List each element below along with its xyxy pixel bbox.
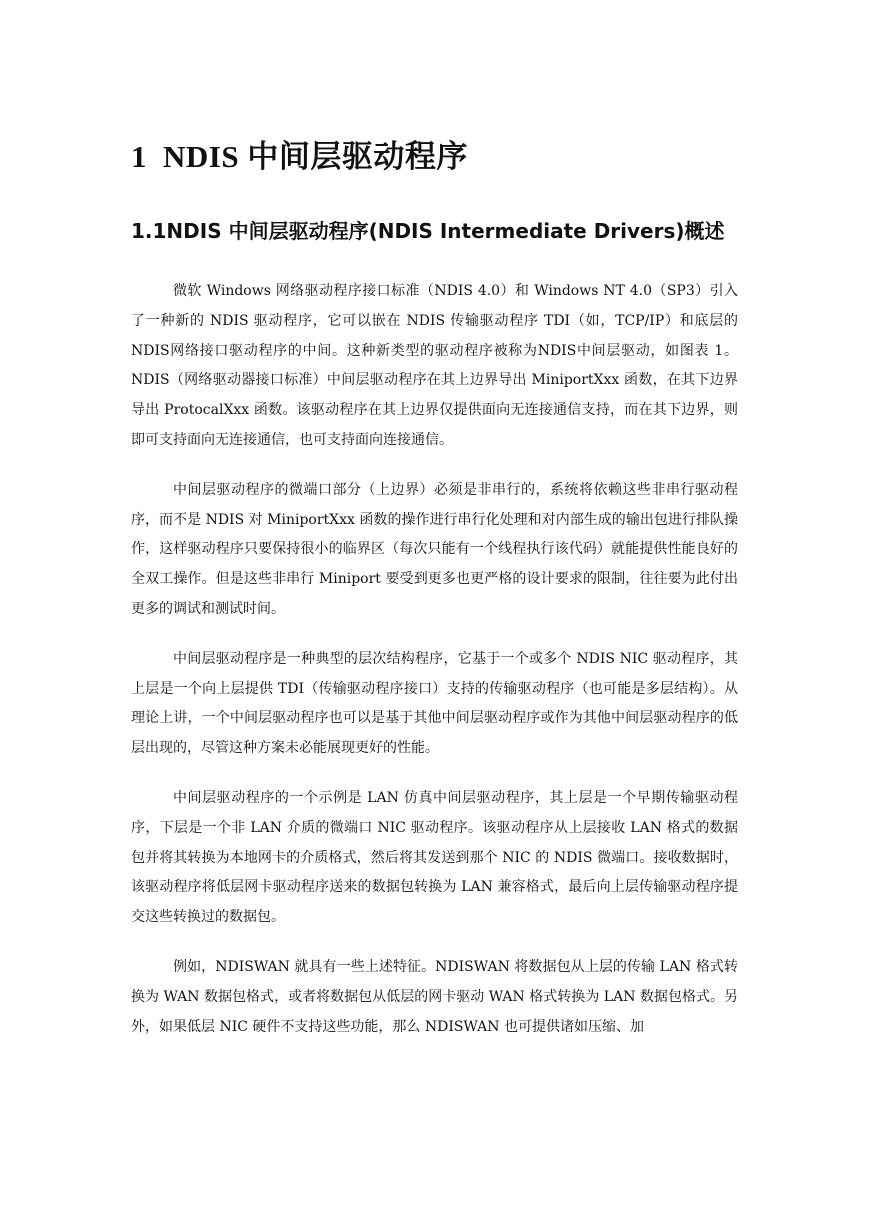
paragraph-2: 中间层驱动程序的微端口部分（上边界）必须是非串行的，系统将依赖这些非串行驱动程序，而不是 NDIS 对 MiniportXxx 函数的操作进行串行化处理和对内部生成的输出包进行排队操作，这样驱动程序只要保持很小的临界区（每次只能有一个线程执行该代码）就能提供性能良好的全双工操作。但是这些非串行 Miniport 要受到更多也更严格的设计要求的限制，往往要为此付出更多的调试和测试时间。: [131, 481, 738, 617]
heading-1: [131, 137, 751, 177]
paragraph-5: 例如，NDISWAN 就具有一些上述特征。NDISWAN 将数据包从上层的传输 LAN 格式转换为 WAN 数据包格式，或者将数据包从低层的网卡驱动 WAN 格式转换为 LAN 数据包格式。另外，如果低层 NIC 硬件不支持这些功能，那么 NDISWAN 也可提供诸如压缩、加: [131, 958, 738, 1035]
paragraph-3: 中间层驱动程序是一种典型的层次结构程序，它基于一个或多个 NDIS NIC 驱动程序，其上层是一个向上层提供 TDI（传输驱动程序接口）支持的传输驱动程序（也可能是多层结构）。从理论上讲，一个中间层驱动程序也可以是基于其他中间层驱动程序或作为其他中间层驱动程序的低层出现的，尽管这种方案未必能展现更好的性能。: [131, 650, 738, 757]
paragraph-4: 中间层驱动程序的一个示例是 LAN 仿真中间层驱动程序，其上层是一个早期传输驱动程序，下层是一个非 LAN 介质的微端口 NIC 驱动程序。该驱动程序从上层接收 LAN 格式的数据包并将其转换为本地网卡的介质格式，然后将其发送到那个 NIC 的 NDIS 微端口。接收数据时，该驱动程序将低层网卡驱动程序送来的数据包转换为 LAN 兼容格式，最后向上层传输驱动程序提交这些转换过的数据包。: [131, 789, 738, 926]
heading-1-title: NDIS 中间层驱动程序: [163, 139, 468, 174]
paragraph-1: 微软 Windows 网络驱动程序接口标准（NDIS 4.0）和 Windows NT 4.0（SP3）引入了一种新的 NDIS 驱动程序，它可以嵌在 NDIS 传输驱动程序 TDI（如，TCP/IP）和底层的 NDIS网络接口驱动程序的中间。这种新类型的驱动程序被称为NDIS中间层驱动，如图表 1。NDIS（网络驱动器接口标准）中间层驱动程序在其上边界导出 MiniportXxx 函数，在其下边界导出 ProtocalXxx 函数。该驱动程序在其上边界仅提供面向无连接通信支持，而在其下边界，则即可支持面向无连接通信，也可支持面向连接通信。: [131, 283, 738, 448]
heading-1-number: 1: [131, 139, 147, 174]
body-text: [131, 277, 738, 1062]
heading-2: 1.1NDIS 中间层驱动程序(NDIS Intermediate Drivers)概述: [131, 219, 725, 243]
